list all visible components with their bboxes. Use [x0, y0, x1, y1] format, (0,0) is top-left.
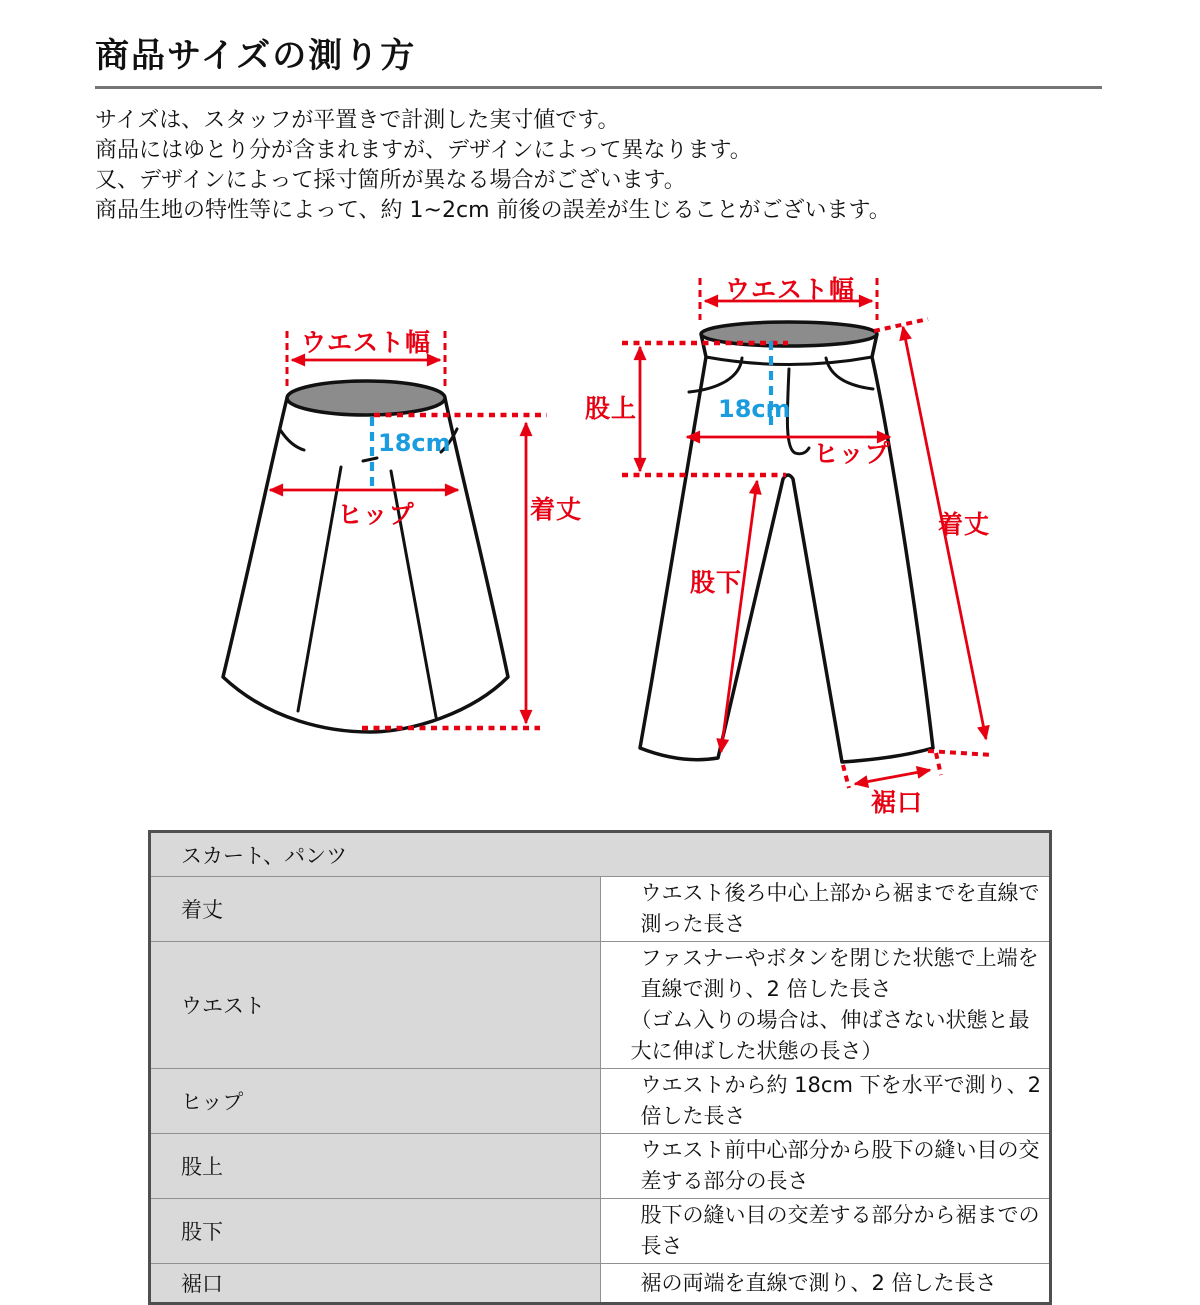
desc-cell: [600, 1069, 1051, 1134]
skirt-waistband: [287, 381, 445, 415]
skirt-outline: [223, 398, 508, 732]
term-cell: ウエスト: [150, 942, 601, 1069]
measurement-diagram: [0, 265, 1200, 830]
pants-waist-width-label: ウエスト幅: [724, 275, 856, 304]
table-header: スカート、パンツ: [150, 832, 1051, 877]
page-title: 商品サイズの測り方: [95, 36, 417, 76]
table-row: [150, 1069, 1051, 1134]
term-cell: 股下: [150, 1199, 601, 1264]
desc-line: ファスナーやボタンを閉じた状態で上端を直線で測り、2 倍した長さ: [640, 946, 1039, 1001]
desc-line: ウエスト前中心部分から股下の縫い目の交差する部分の長さ: [640, 1138, 1040, 1193]
table-row: [150, 942, 1051, 1069]
skirt-hip-label: ヒップ: [337, 500, 415, 529]
pants-hem-guide-right: [936, 753, 941, 775]
skirt-diagram: [223, 328, 582, 732]
term-cell: 裾口: [150, 1264, 601, 1304]
pants-length-top-dashed-tick: [874, 319, 928, 331]
desc-line: ウエストから約 18cm 下を水平で測り、2 倍した長さ: [640, 1073, 1041, 1128]
term-cell: ヒップ: [150, 1069, 601, 1134]
pants-inseam-label: 股下: [689, 568, 743, 597]
term-cell: 着丈: [150, 877, 601, 942]
table-row: [150, 1134, 1051, 1199]
desc-cell: [600, 877, 1051, 942]
intro-line: サイズは、スタッフが平置きで計測した実寸値です。: [95, 108, 620, 133]
intro-line: 商品生地の特性等によって、約 1~2cm 前後の誤差が生じることがございます。: [95, 198, 891, 223]
pants-hem-guide-left: [843, 765, 849, 788]
intro-line: 又、デザインによって採寸箇所が異なる場合がございます。: [95, 168, 686, 193]
table-row: [150, 1199, 1051, 1264]
pants-hem-width-label: 裾口: [870, 788, 924, 817]
desc-line: （ゴム入りの場合は、伸ばさない状態と最大に伸ばした状態の長さ）: [630, 1008, 1030, 1063]
pants-18cm-label: 18cm: [718, 395, 791, 423]
pants-rise-label: 股上: [584, 394, 638, 423]
skirt-18cm-label: 18cm: [378, 429, 451, 457]
title-divider: [95, 86, 1102, 89]
desc-cell: [600, 1134, 1051, 1199]
desc-line: 股下の縫い目の交差する部分から裾までの長さ: [640, 1203, 1040, 1258]
pants-hem-width-arrow: [855, 770, 930, 784]
desc-cell: [600, 942, 1051, 1069]
desc-cell: [600, 1264, 1051, 1304]
pants-diagram: [585, 275, 992, 817]
table-row: [150, 877, 1051, 942]
desc-line: ウエスト後ろ中心上部から裾までを直線で測った長さ: [640, 881, 1040, 936]
intro-text: [95, 106, 891, 226]
intro-line: 商品にはゆとり分が含まれますが、デザインによって異なります。: [95, 138, 752, 163]
table-row: [150, 1264, 1051, 1304]
desc-cell: [600, 1199, 1051, 1264]
skirt-waist-width-label: ウエスト幅: [300, 328, 432, 357]
term-cell: 股上: [150, 1134, 601, 1199]
pants-length-label: 着丈: [937, 510, 991, 539]
desc-line: 裾の両端を直線で測り、2 倍した長さ: [640, 1270, 997, 1295]
pants-hip-label: ヒップ: [813, 439, 891, 468]
skirt-length-label: 着丈: [529, 495, 583, 524]
table-header-row: [150, 832, 1051, 877]
size-definition-table: [148, 830, 1052, 1305]
